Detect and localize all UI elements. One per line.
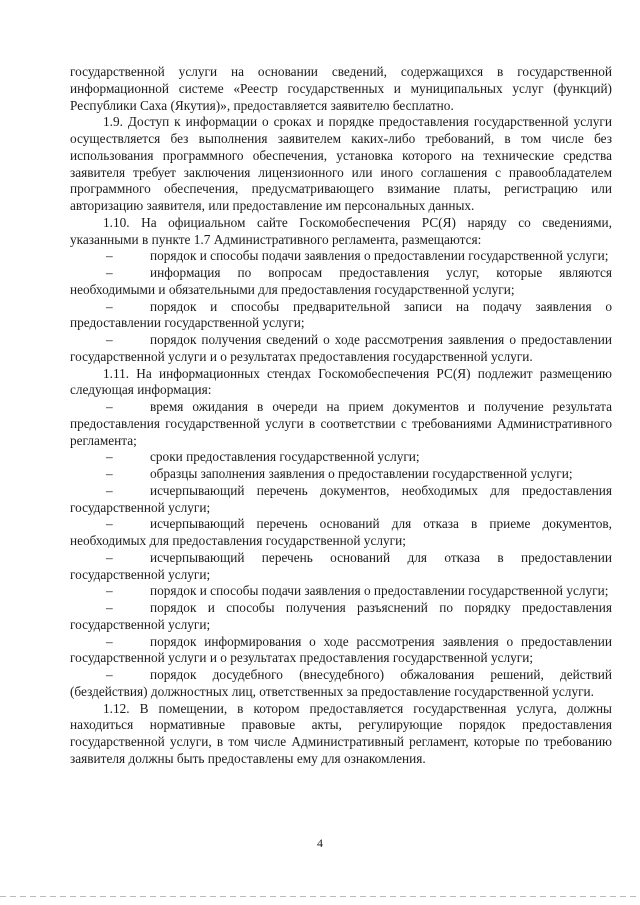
list-item bbox=[70, 399, 612, 449]
list-item-text: исчерпывающий перечень оснований для отказа в приеме документов, необходимых для предоставления государственной услуги; bbox=[70, 516, 612, 548]
dash-marker: – bbox=[106, 600, 113, 615]
dash-marker: – bbox=[106, 482, 113, 498]
dash-marker: – bbox=[106, 248, 113, 264]
list-item-text: порядок и способы подачи заявления о предоставлении государственной услуги; bbox=[150, 583, 609, 599]
dash-marker: – bbox=[106, 667, 113, 682]
list-item-text: информация по вопросам предоставления услуг, которые являются необходимыми и обязательными для предоставления государственной услуги; bbox=[70, 265, 612, 297]
list-item bbox=[70, 299, 612, 333]
list-item bbox=[70, 248, 612, 265]
list-item-text: порядок информирования о ходе рассмотрения заявления о предоставлении государственной услуги и о результатах предоставления государственной услуги; bbox=[70, 633, 612, 666]
dash-marker: – bbox=[106, 332, 113, 347]
list-item bbox=[70, 550, 612, 584]
paragraph-continuation: государственной услуги на основании сведений, содержащихся в государственной информационной системе «Реестр государственных и муниципальных услуг (функций) Республики Саха (Якутия)», предоставляется заявителю бесплатно. bbox=[70, 64, 612, 113]
list-item bbox=[70, 667, 612, 701]
list-item bbox=[70, 265, 612, 299]
dash-marker: – bbox=[106, 516, 113, 532]
list-item bbox=[70, 332, 612, 366]
dash-marker: – bbox=[106, 399, 113, 414]
dash-marker: – bbox=[106, 633, 113, 649]
dash-marker: – bbox=[106, 265, 113, 280]
paragraph-1-12: 1.12. В помещении, в котором предоставляется государственная услуга, должны находиться нормативные правовые акты, регулирующие порядок предоставления государственной услуги, в том числе Административный регламент, которые по требованию заявителя должны быть предоставлены ему для ознакомления. bbox=[70, 700, 612, 766]
dash-marker: – bbox=[106, 549, 113, 565]
list-item-text: порядок досудебного (внесудебного) обжалования решений, действий (бездействия) должностных лиц, ответственных за предоставление государственной услуги. bbox=[70, 667, 612, 699]
list-item-text: сроки предоставления государственной услуги; bbox=[150, 449, 420, 465]
dash-marker: – bbox=[106, 298, 113, 314]
list-item-text: порядок и способы предварительной записи на подачу заявления о предоставлении государственной услуги; bbox=[70, 298, 612, 331]
list-item bbox=[70, 466, 612, 483]
dash-marker: – bbox=[106, 466, 113, 481]
list-item-text: порядок получения сведений о ходе рассмотрения заявления о предоставлении государственной услуги и о результатах предоставления государственной услуги. bbox=[70, 332, 612, 364]
list-item bbox=[70, 483, 612, 517]
paragraph-1-10: 1.10. На официальном сайте Госкомобеспечения РС(Я) наряду со сведениями, указанными в пункте 1.7 Административного регламента, размещаются: bbox=[70, 214, 612, 247]
document-body bbox=[70, 64, 612, 768]
list-item-text: исчерпывающий перечень оснований для отказа в предоставлении государственной услуги; bbox=[70, 549, 612, 582]
dash-marker: – bbox=[106, 449, 113, 465]
scan-edge-divider bbox=[0, 896, 640, 897]
paragraph-1-9: 1.9. Доступ к информации о сроках и порядке предоставления государственной услуги осуществляется без выполнения заявителем каких-либо требований, в том числе без использования программного обеспечения, установка которого на технические средства заявителя требует заключения лицензионного или иного соглашения с правообладателем программного обеспечения, предусматривающего взимание платы, регистрацию или авторизацию заявителя, или предоставление им персональных данных. bbox=[70, 114, 612, 213]
dash-marker: – bbox=[106, 583, 113, 599]
list-item bbox=[70, 449, 612, 466]
list-item-text: исчерпывающий перечень документов, необходимых для предоставления государственной услуги; bbox=[70, 482, 612, 515]
list-item-text: порядок и способы подачи заявления о предоставлении государственной услуги; bbox=[150, 248, 609, 264]
paragraph-1-11: 1.11. На информационных стендах Госкомобеспечения РС(Я) подлежит размещению следующая информация: bbox=[70, 365, 612, 398]
list-item bbox=[70, 516, 612, 550]
list-item bbox=[70, 600, 612, 634]
list-item bbox=[70, 634, 612, 668]
list-item-text: время ожидания в очереди на прием документов и получение результата предоставления государственной услуги в соответствии с требованиями Административного регламента; bbox=[70, 399, 612, 448]
list-item-text: образцы заполнения заявления о предоставлении государственной услуги; bbox=[150, 466, 573, 481]
list-item-text: порядок и способы получения разъяснений по порядку предоставления государственной услуги; bbox=[70, 600, 612, 632]
list-item bbox=[70, 583, 612, 600]
page-number: 4 bbox=[317, 836, 323, 850]
